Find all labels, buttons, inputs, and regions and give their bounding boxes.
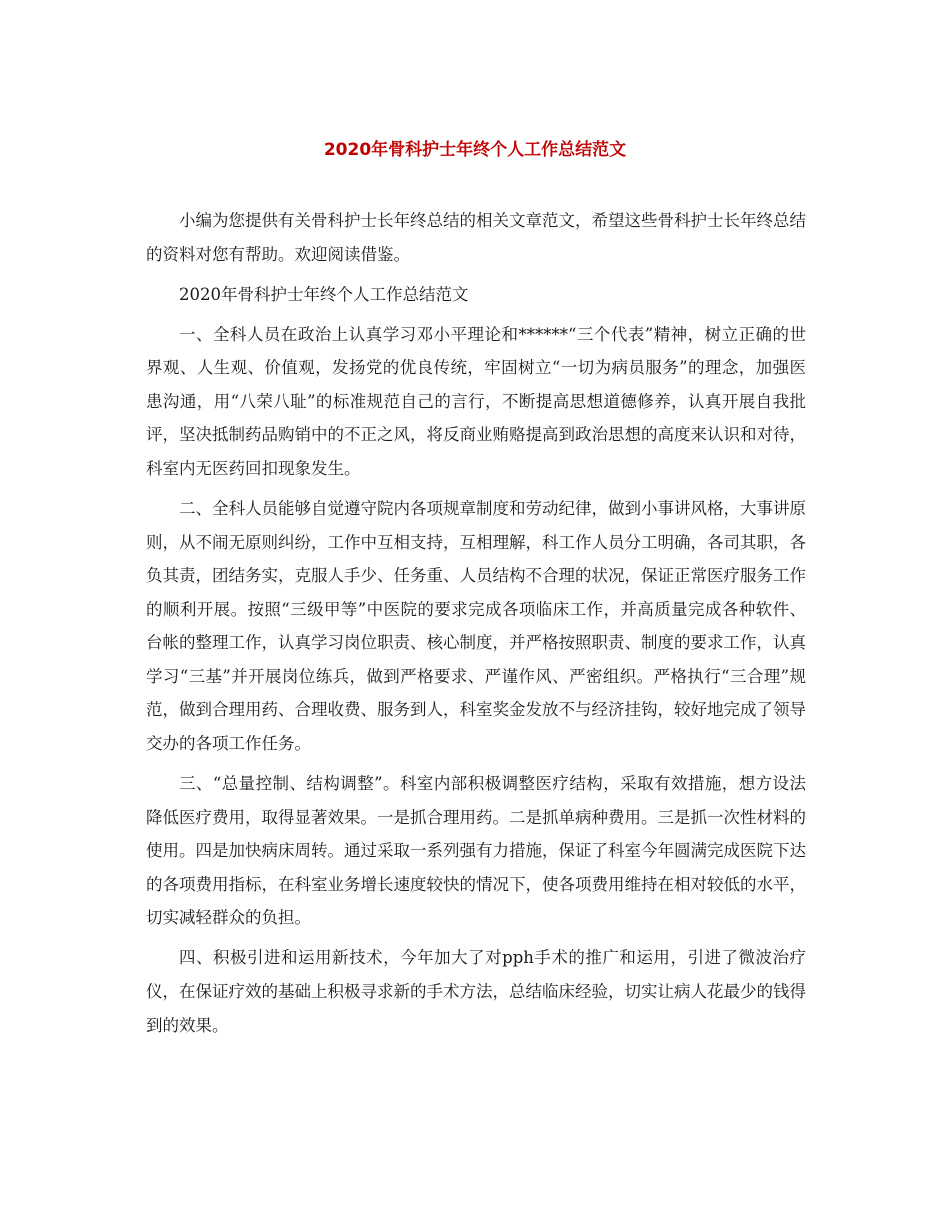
- document-body: [146, 204, 806, 1049]
- section-four-paragraph: 四、积极引进和运用新技术，今年加大了对pph手术的推广和运用，引进了微波治疗仪，在保证疗效的基础上积极寻求新的手术方法，总结临床经验，切实让病人花最少的钱得到的效果。: [146, 948, 806, 1035]
- section-three-paragraph: 三、“总量控制、结构调整”。科室内部积极调整医疗结构，采取有效措施，想方设法降低医疗费用，取得显著效果。一是抓合理用药。二是抓单病种费用。三是抓一次性材料的使用。四是加快病床周转。通过采取一系列强有力措施，保证了科室今年圆满完成医院下达的各项费用指标，在科室业务增长速度较快的情况下，使各项费用维持在相对较低的水平，切实减轻群众的负担。: [146, 774, 806, 928]
- intro-paragraph: 小编为您提供有关骨科护士长年终总结的相关文章范文，希望这些骨科护士长年终总结的资料对您有帮助。欢迎阅读借鉴。: [146, 211, 806, 264]
- section-two-paragraph: 二、全科人员能够自觉遵守院内各项规章制度和劳动纪律，做到小事讲风格，大事讲原则，从不闹无原则纠纷，工作中互相支持，互相理解，科工作人员分工明确，各司其职，各负其责，团结务实，克服人手少、任务重、人员结构不合理的状况，保证正常医疗服务工作的顺利开展。按照“三级甲等”中医院的要求完成各项临床工作，并高质量完成各种软件、台帐的整理工作，认真学习岗位职责、核心制度，并严格按照职责、制度的要求工作，认真学习“三基”并开展岗位练兵，做到严格要求、严谨作风、严密组织。严格执行“三合理”规范，做到合理用药、合理收费、服务到人，科室奖金发放不与经济挂钩，较好地完成了领导交办的各项工作任务。: [146, 498, 806, 754]
- subtitle-paragraph: 2020年骨科护士年终个人工作总结范文: [179, 284, 469, 304]
- document-title: 2020年骨科护士年终个人工作总结范文: [323, 140, 627, 160]
- section-one-paragraph: 一、全科人员在政治上认真学习邓小平理论和******“三个代表”精神，树立正确的世界观、人生观、价值观，发扬党的优良传统，牢固树立“一切为病员服务”的理念，加强医患沟通，用“八荣八耻”的标准规范自己的言行，不断提高思想道德修养，认真开展自我批评，坚决抵制药品购销中的不正之风，将反商业贿赂提高到政治思想的高度来认识和对待，科室内无医药回扣现象发生。: [146, 324, 806, 478]
